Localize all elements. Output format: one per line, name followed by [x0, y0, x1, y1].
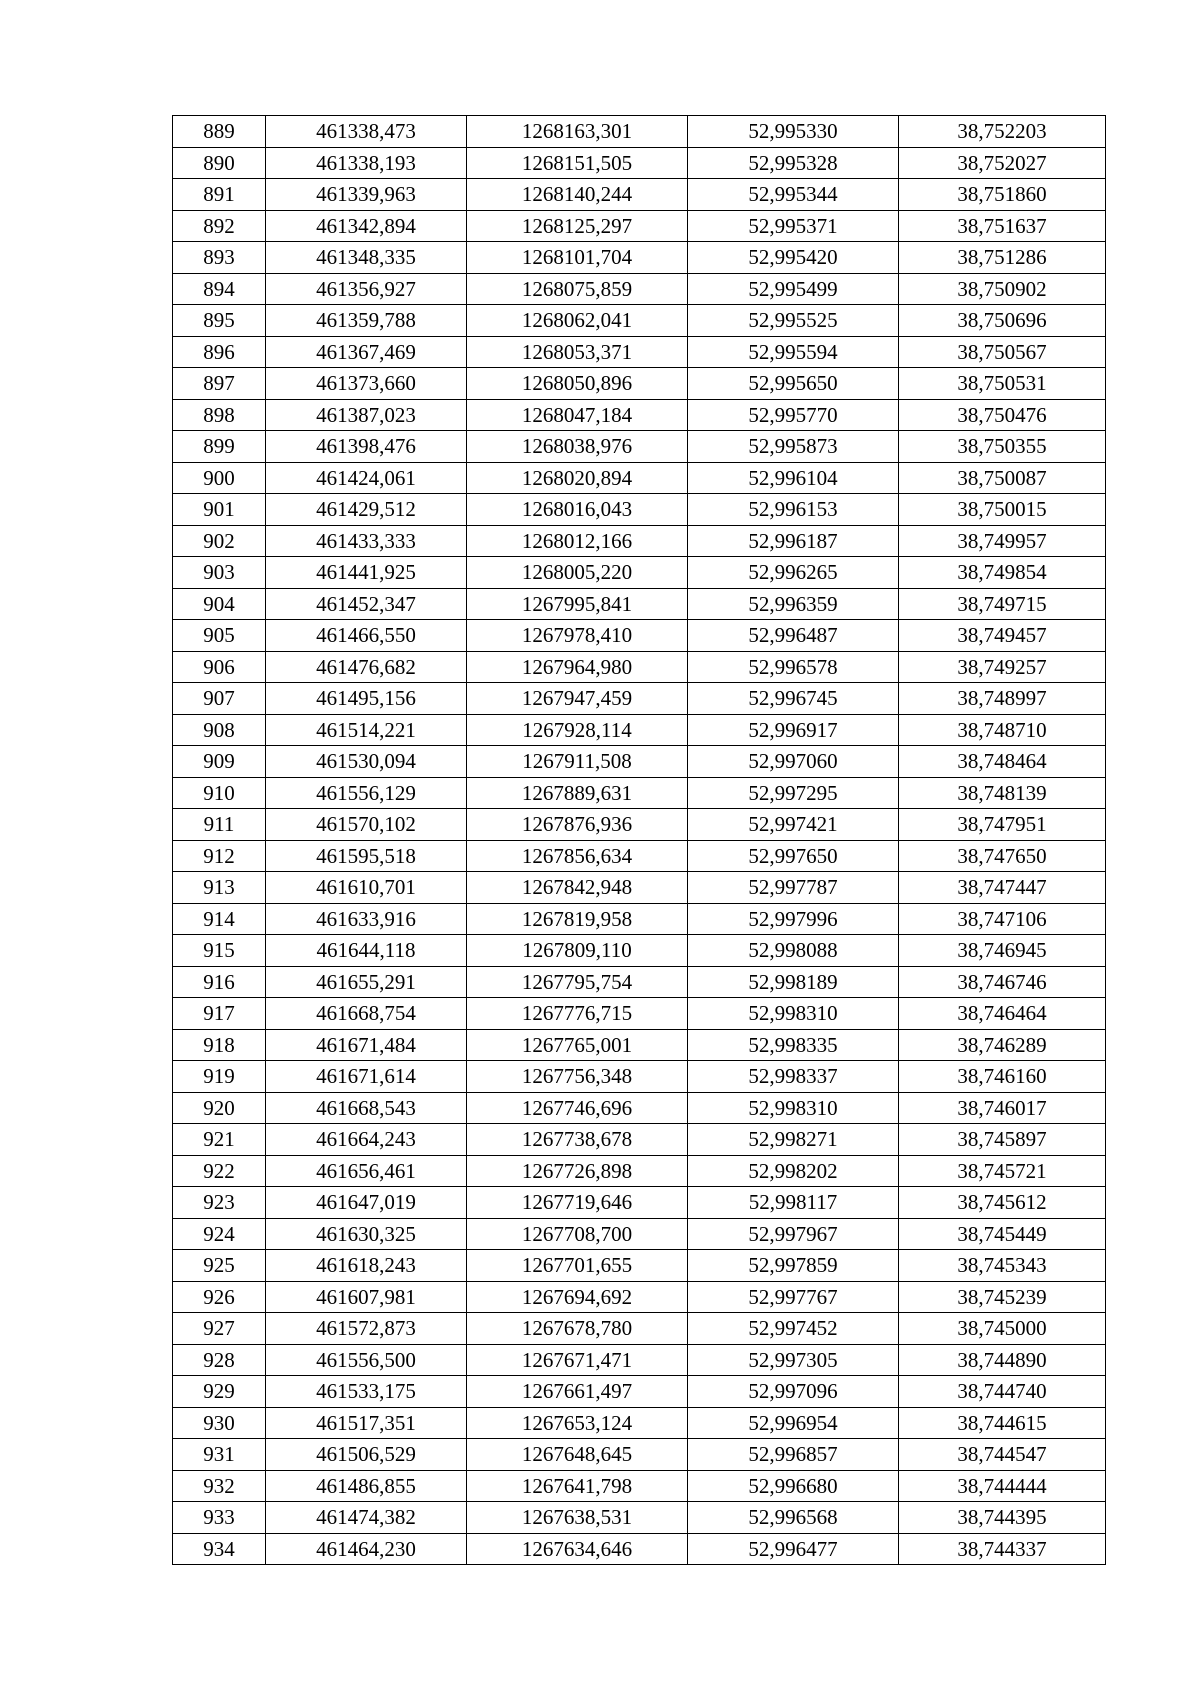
latitude-cell: 52,996578	[688, 651, 899, 683]
y-coordinate-cell: 1268062,041	[467, 305, 688, 337]
longitude-cell: 38,746160	[899, 1061, 1106, 1093]
table-row	[173, 336, 1106, 368]
table-row	[173, 1092, 1106, 1124]
y-coordinate-cell: 1267809,110	[467, 935, 688, 967]
table-row	[173, 1502, 1106, 1534]
latitude-cell: 52,997452	[688, 1313, 899, 1345]
y-coordinate-cell: 1268151,505	[467, 147, 688, 179]
longitude-cell: 38,746746	[899, 966, 1106, 998]
y-coordinate-cell: 1268016,043	[467, 494, 688, 526]
latitude-cell: 52,998335	[688, 1029, 899, 1061]
latitude-cell: 52,996745	[688, 683, 899, 715]
point-number-cell: 915	[173, 935, 266, 967]
x-coordinate-cell: 461633,916	[266, 903, 467, 935]
x-coordinate-cell: 461398,476	[266, 431, 467, 463]
y-coordinate-cell: 1267819,958	[467, 903, 688, 935]
point-number-cell: 924	[173, 1218, 266, 1250]
x-coordinate-cell: 461452,347	[266, 588, 467, 620]
latitude-cell: 52,996680	[688, 1470, 899, 1502]
y-coordinate-cell: 1267661,497	[467, 1376, 688, 1408]
table-row	[173, 1344, 1106, 1376]
point-number-cell: 926	[173, 1281, 266, 1313]
table-row	[173, 1155, 1106, 1187]
table-row	[173, 368, 1106, 400]
point-number-cell: 931	[173, 1439, 266, 1471]
table-row	[173, 588, 1106, 620]
latitude-cell: 52,995328	[688, 147, 899, 179]
latitude-cell: 52,998271	[688, 1124, 899, 1156]
longitude-cell: 38,749457	[899, 620, 1106, 652]
longitude-cell: 38,750567	[899, 336, 1106, 368]
longitude-cell: 38,745449	[899, 1218, 1106, 1250]
latitude-cell: 52,995873	[688, 431, 899, 463]
y-coordinate-cell: 1267671,471	[467, 1344, 688, 1376]
x-coordinate-cell: 461656,461	[266, 1155, 467, 1187]
y-coordinate-cell: 1267756,348	[467, 1061, 688, 1093]
y-coordinate-cell: 1267746,696	[467, 1092, 688, 1124]
point-number-cell: 910	[173, 777, 266, 809]
x-coordinate-cell: 461668,754	[266, 998, 467, 1030]
x-coordinate-cell: 461367,469	[266, 336, 467, 368]
latitude-cell: 52,996857	[688, 1439, 899, 1471]
longitude-cell: 38,745721	[899, 1155, 1106, 1187]
point-number-cell: 914	[173, 903, 266, 935]
longitude-cell: 38,751286	[899, 242, 1106, 274]
latitude-cell: 52,995770	[688, 399, 899, 431]
point-number-cell: 908	[173, 714, 266, 746]
y-coordinate-cell: 1267978,410	[467, 620, 688, 652]
latitude-cell: 52,997967	[688, 1218, 899, 1250]
x-coordinate-cell: 461359,788	[266, 305, 467, 337]
x-coordinate-cell: 461671,484	[266, 1029, 467, 1061]
x-coordinate-cell: 461572,873	[266, 1313, 467, 1345]
latitude-cell: 52,997096	[688, 1376, 899, 1408]
latitude-cell: 52,998310	[688, 1092, 899, 1124]
y-coordinate-cell: 1268012,166	[467, 525, 688, 557]
point-number-cell: 903	[173, 557, 266, 589]
x-coordinate-cell: 461618,243	[266, 1250, 467, 1282]
y-coordinate-cell: 1267641,798	[467, 1470, 688, 1502]
y-coordinate-cell: 1267947,459	[467, 683, 688, 715]
x-coordinate-cell: 461338,193	[266, 147, 467, 179]
point-number-cell: 917	[173, 998, 266, 1030]
x-coordinate-cell: 461348,335	[266, 242, 467, 274]
longitude-cell: 38,744444	[899, 1470, 1106, 1502]
y-coordinate-cell: 1267638,531	[467, 1502, 688, 1534]
longitude-cell: 38,747447	[899, 872, 1106, 904]
table-row	[173, 872, 1106, 904]
point-number-cell: 927	[173, 1313, 266, 1345]
longitude-cell: 38,745239	[899, 1281, 1106, 1313]
longitude-cell: 38,748997	[899, 683, 1106, 715]
latitude-cell: 52,997767	[688, 1281, 899, 1313]
latitude-cell: 52,998310	[688, 998, 899, 1030]
latitude-cell: 52,997650	[688, 840, 899, 872]
latitude-cell: 52,995650	[688, 368, 899, 400]
point-number-cell: 894	[173, 273, 266, 305]
y-coordinate-cell: 1267911,508	[467, 746, 688, 778]
point-number-cell: 919	[173, 1061, 266, 1093]
x-coordinate-cell: 461530,094	[266, 746, 467, 778]
longitude-cell: 38,746017	[899, 1092, 1106, 1124]
x-coordinate-cell: 461429,512	[266, 494, 467, 526]
y-coordinate-cell: 1267889,631	[467, 777, 688, 809]
point-number-cell: 906	[173, 651, 266, 683]
longitude-cell: 38,748139	[899, 777, 1106, 809]
latitude-cell: 52,996954	[688, 1407, 899, 1439]
longitude-cell: 38,744890	[899, 1344, 1106, 1376]
y-coordinate-cell: 1268050,896	[467, 368, 688, 400]
table-row	[173, 998, 1106, 1030]
longitude-cell: 38,751860	[899, 179, 1106, 211]
longitude-cell: 38,748710	[899, 714, 1106, 746]
point-number-cell: 895	[173, 305, 266, 337]
point-number-cell: 932	[173, 1470, 266, 1502]
point-number-cell: 920	[173, 1092, 266, 1124]
point-number-cell: 921	[173, 1124, 266, 1156]
table-row	[173, 462, 1106, 494]
point-number-cell: 913	[173, 872, 266, 904]
latitude-cell: 52,995371	[688, 210, 899, 242]
table-row	[173, 431, 1106, 463]
y-coordinate-cell: 1267653,124	[467, 1407, 688, 1439]
table-row	[173, 746, 1106, 778]
latitude-cell: 52,998189	[688, 966, 899, 998]
x-coordinate-cell: 461664,243	[266, 1124, 467, 1156]
x-coordinate-cell: 461441,925	[266, 557, 467, 589]
x-coordinate-cell: 461433,333	[266, 525, 467, 557]
x-coordinate-cell: 461570,102	[266, 809, 467, 841]
longitude-cell: 38,744337	[899, 1533, 1106, 1565]
y-coordinate-cell: 1267842,948	[467, 872, 688, 904]
point-number-cell: 929	[173, 1376, 266, 1408]
x-coordinate-cell: 461655,291	[266, 966, 467, 998]
latitude-cell: 52,995525	[688, 305, 899, 337]
point-number-cell: 928	[173, 1344, 266, 1376]
longitude-cell: 38,746464	[899, 998, 1106, 1030]
point-number-cell: 907	[173, 683, 266, 715]
table-row	[173, 399, 1106, 431]
point-number-cell: 923	[173, 1187, 266, 1219]
y-coordinate-cell: 1267876,936	[467, 809, 688, 841]
y-coordinate-cell: 1267634,646	[467, 1533, 688, 1565]
point-number-cell: 898	[173, 399, 266, 431]
longitude-cell: 38,752027	[899, 147, 1106, 179]
longitude-cell: 38,750531	[899, 368, 1106, 400]
point-number-cell: 901	[173, 494, 266, 526]
point-number-cell: 933	[173, 1502, 266, 1534]
table-row	[173, 242, 1106, 274]
longitude-cell: 38,750696	[899, 305, 1106, 337]
point-number-cell: 916	[173, 966, 266, 998]
x-coordinate-cell: 461517,351	[266, 1407, 467, 1439]
longitude-cell: 38,750902	[899, 273, 1106, 305]
point-number-cell: 909	[173, 746, 266, 778]
y-coordinate-cell: 1268125,297	[467, 210, 688, 242]
y-coordinate-cell: 1268047,184	[467, 399, 688, 431]
longitude-cell: 38,745897	[899, 1124, 1106, 1156]
latitude-cell: 52,995344	[688, 179, 899, 211]
table-row	[173, 935, 1106, 967]
longitude-cell: 38,752203	[899, 116, 1106, 148]
y-coordinate-cell: 1267678,780	[467, 1313, 688, 1345]
x-coordinate-cell: 461647,019	[266, 1187, 467, 1219]
table-row	[173, 714, 1106, 746]
point-number-cell: 904	[173, 588, 266, 620]
x-coordinate-cell: 461486,855	[266, 1470, 467, 1502]
point-number-cell: 934	[173, 1533, 266, 1565]
x-coordinate-cell: 461644,118	[266, 935, 467, 967]
table-row	[173, 966, 1106, 998]
y-coordinate-cell: 1267856,634	[467, 840, 688, 872]
y-coordinate-cell: 1267964,980	[467, 651, 688, 683]
table-row	[173, 620, 1106, 652]
y-coordinate-cell: 1268038,976	[467, 431, 688, 463]
x-coordinate-cell: 461373,660	[266, 368, 467, 400]
table-row	[173, 1124, 1106, 1156]
longitude-cell: 38,745343	[899, 1250, 1106, 1282]
longitude-cell: 38,744740	[899, 1376, 1106, 1408]
table-row	[173, 1407, 1106, 1439]
y-coordinate-cell: 1267648,645	[467, 1439, 688, 1471]
longitude-cell: 38,747106	[899, 903, 1106, 935]
longitude-cell: 38,746945	[899, 935, 1106, 967]
x-coordinate-cell: 461356,927	[266, 273, 467, 305]
table-row	[173, 777, 1106, 809]
y-coordinate-cell: 1267995,841	[467, 588, 688, 620]
latitude-cell: 52,996187	[688, 525, 899, 557]
longitude-cell: 38,745000	[899, 1313, 1106, 1345]
latitude-cell: 52,995499	[688, 273, 899, 305]
x-coordinate-cell: 461556,129	[266, 777, 467, 809]
point-number-cell: 912	[173, 840, 266, 872]
latitude-cell: 52,998337	[688, 1061, 899, 1093]
table-row	[173, 494, 1106, 526]
longitude-cell: 38,747650	[899, 840, 1106, 872]
longitude-cell: 38,750015	[899, 494, 1106, 526]
x-coordinate-cell: 461630,325	[266, 1218, 467, 1250]
x-coordinate-cell: 461338,473	[266, 116, 467, 148]
x-coordinate-cell: 461514,221	[266, 714, 467, 746]
y-coordinate-cell: 1267701,655	[467, 1250, 688, 1282]
longitude-cell: 38,750476	[899, 399, 1106, 431]
y-coordinate-cell: 1268075,859	[467, 273, 688, 305]
table-row	[173, 840, 1106, 872]
latitude-cell: 52,996477	[688, 1533, 899, 1565]
latitude-cell: 52,998088	[688, 935, 899, 967]
x-coordinate-cell: 461466,550	[266, 620, 467, 652]
y-coordinate-cell: 1268053,371	[467, 336, 688, 368]
table-row	[173, 1218, 1106, 1250]
latitude-cell: 52,997305	[688, 1344, 899, 1376]
point-number-cell: 902	[173, 525, 266, 557]
table-row	[173, 147, 1106, 179]
point-number-cell: 893	[173, 242, 266, 274]
y-coordinate-cell: 1267708,700	[467, 1218, 688, 1250]
latitude-cell: 52,998202	[688, 1155, 899, 1187]
latitude-cell: 52,997787	[688, 872, 899, 904]
y-coordinate-cell: 1268101,704	[467, 242, 688, 274]
point-number-cell: 911	[173, 809, 266, 841]
x-coordinate-cell: 461495,156	[266, 683, 467, 715]
longitude-cell: 38,744547	[899, 1439, 1106, 1471]
table-row	[173, 179, 1106, 211]
table-row	[173, 116, 1106, 148]
y-coordinate-cell: 1268005,220	[467, 557, 688, 589]
longitude-cell: 38,749854	[899, 557, 1106, 589]
latitude-cell: 52,997996	[688, 903, 899, 935]
latitude-cell: 52,996917	[688, 714, 899, 746]
coordinates-table-body	[173, 116, 1106, 1565]
y-coordinate-cell: 1268163,301	[467, 116, 688, 148]
table-row	[173, 1470, 1106, 1502]
x-coordinate-cell: 461556,500	[266, 1344, 467, 1376]
y-coordinate-cell: 1267928,114	[467, 714, 688, 746]
point-number-cell: 890	[173, 147, 266, 179]
latitude-cell: 52,995420	[688, 242, 899, 274]
x-coordinate-cell: 461668,543	[266, 1092, 467, 1124]
y-coordinate-cell: 1268020,894	[467, 462, 688, 494]
latitude-cell: 52,996487	[688, 620, 899, 652]
latitude-cell: 52,996265	[688, 557, 899, 589]
x-coordinate-cell: 461342,894	[266, 210, 467, 242]
latitude-cell: 52,995594	[688, 336, 899, 368]
longitude-cell: 38,748464	[899, 746, 1106, 778]
table-row	[173, 1376, 1106, 1408]
longitude-cell: 38,749957	[899, 525, 1106, 557]
longitude-cell: 38,745612	[899, 1187, 1106, 1219]
longitude-cell: 38,746289	[899, 1029, 1106, 1061]
x-coordinate-cell: 461387,023	[266, 399, 467, 431]
point-number-cell: 896	[173, 336, 266, 368]
table-row	[173, 1029, 1106, 1061]
table-row	[173, 1313, 1106, 1345]
x-coordinate-cell: 461474,382	[266, 1502, 467, 1534]
point-number-cell: 922	[173, 1155, 266, 1187]
table-row	[173, 1187, 1106, 1219]
x-coordinate-cell: 461476,682	[266, 651, 467, 683]
table-row	[173, 1061, 1106, 1093]
longitude-cell: 38,749715	[899, 588, 1106, 620]
y-coordinate-cell: 1267795,754	[467, 966, 688, 998]
point-number-cell: 897	[173, 368, 266, 400]
table-row	[173, 651, 1106, 683]
latitude-cell: 52,997859	[688, 1250, 899, 1282]
point-number-cell: 900	[173, 462, 266, 494]
table-row	[173, 1439, 1106, 1471]
point-number-cell: 899	[173, 431, 266, 463]
y-coordinate-cell: 1267738,678	[467, 1124, 688, 1156]
latitude-cell: 52,997421	[688, 809, 899, 841]
y-coordinate-cell: 1267694,692	[467, 1281, 688, 1313]
table-row	[173, 305, 1106, 337]
x-coordinate-cell: 461671,614	[266, 1061, 467, 1093]
latitude-cell: 52,996153	[688, 494, 899, 526]
table-row	[173, 273, 1106, 305]
table-row	[173, 1533, 1106, 1565]
y-coordinate-cell: 1267726,898	[467, 1155, 688, 1187]
point-number-cell: 891	[173, 179, 266, 211]
longitude-cell: 38,751637	[899, 210, 1106, 242]
table-row	[173, 210, 1106, 242]
point-number-cell: 905	[173, 620, 266, 652]
x-coordinate-cell: 461533,175	[266, 1376, 467, 1408]
table-row	[173, 903, 1106, 935]
latitude-cell: 52,996104	[688, 462, 899, 494]
x-coordinate-cell: 461339,963	[266, 179, 467, 211]
y-coordinate-cell: 1267765,001	[467, 1029, 688, 1061]
point-number-cell: 892	[173, 210, 266, 242]
coordinates-table	[172, 115, 1106, 1565]
longitude-cell: 38,744615	[899, 1407, 1106, 1439]
point-number-cell: 918	[173, 1029, 266, 1061]
longitude-cell: 38,744395	[899, 1502, 1106, 1534]
point-number-cell: 925	[173, 1250, 266, 1282]
x-coordinate-cell: 461464,230	[266, 1533, 467, 1565]
longitude-cell: 38,747951	[899, 809, 1106, 841]
y-coordinate-cell: 1267719,646	[467, 1187, 688, 1219]
latitude-cell: 52,996359	[688, 588, 899, 620]
y-coordinate-cell: 1267776,715	[467, 998, 688, 1030]
latitude-cell: 52,995330	[688, 116, 899, 148]
table-row	[173, 1281, 1106, 1313]
point-number-cell: 889	[173, 116, 266, 148]
table-row	[173, 683, 1106, 715]
x-coordinate-cell: 461607,981	[266, 1281, 467, 1313]
latitude-cell: 52,996568	[688, 1502, 899, 1534]
point-number-cell: 930	[173, 1407, 266, 1439]
longitude-cell: 38,750087	[899, 462, 1106, 494]
y-coordinate-cell: 1268140,244	[467, 179, 688, 211]
table-row	[173, 557, 1106, 589]
table-row	[173, 525, 1106, 557]
latitude-cell: 52,997060	[688, 746, 899, 778]
table-row	[173, 1250, 1106, 1282]
latitude-cell: 52,998117	[688, 1187, 899, 1219]
longitude-cell: 38,749257	[899, 651, 1106, 683]
latitude-cell: 52,997295	[688, 777, 899, 809]
longitude-cell: 38,750355	[899, 431, 1106, 463]
x-coordinate-cell: 461610,701	[266, 872, 467, 904]
table-row	[173, 809, 1106, 841]
x-coordinate-cell: 461595,518	[266, 840, 467, 872]
x-coordinate-cell: 461424,061	[266, 462, 467, 494]
x-coordinate-cell: 461506,529	[266, 1439, 467, 1471]
